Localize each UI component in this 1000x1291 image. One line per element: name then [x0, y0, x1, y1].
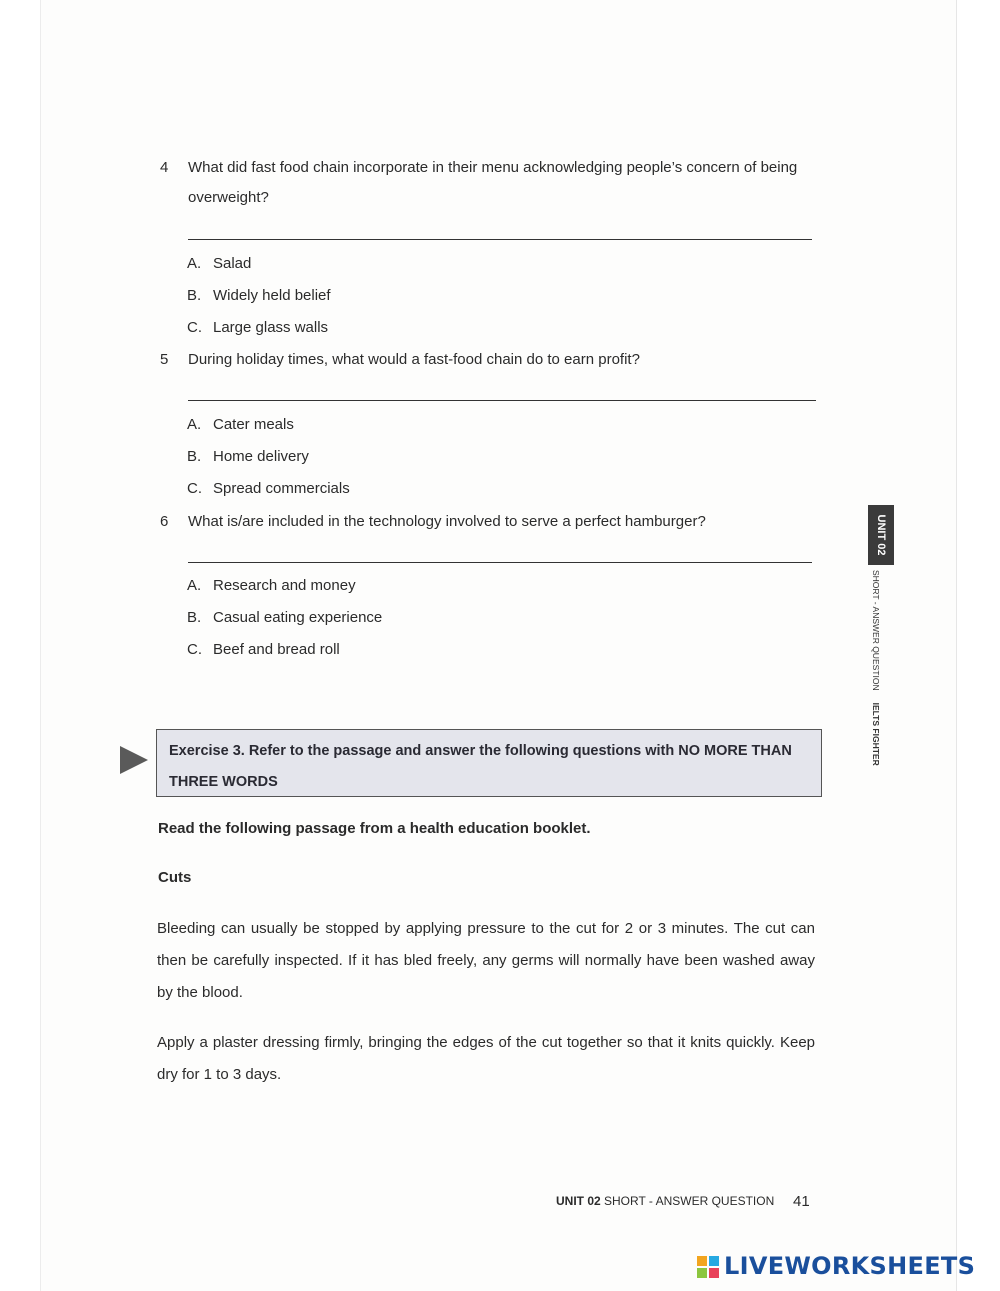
option-5b: B. Home delivery: [187, 448, 309, 465]
option-5c: C. Spread commercials: [187, 480, 350, 497]
option-6a: A. Research and money: [187, 577, 356, 594]
option-6b: B. Casual eating experience: [187, 609, 383, 626]
answer-line-5[interactable]: [188, 400, 816, 401]
page-number: 41: [793, 1193, 810, 1210]
question-text: What is/are included in the technology involved to serve a perfect hamburger?: [188, 513, 706, 530]
liveworksheets-grid-icon: [697, 1256, 721, 1280]
passage-heading: Cuts: [158, 869, 192, 886]
liveworksheets-wordmark: LIVEWORKSHEETS: [724, 1252, 976, 1280]
passage-intro: Read the following passage from a health education booklet.: [158, 820, 591, 837]
exercise-instructions-box: [156, 729, 822, 797]
side-tab-brand: IELTS FIGHTER: [871, 702, 881, 766]
option-4a: A. Salad: [187, 255, 252, 272]
answer-line-6[interactable]: [188, 562, 812, 563]
footer-unit: UNIT 02: [556, 1194, 601, 1208]
question-number: 6: [160, 513, 169, 530]
question-text: During holiday times, what would a fast-food chain do to earn profit?: [188, 351, 640, 368]
play-arrow-icon: [120, 746, 148, 774]
passage-paragraph-2: Apply a plaster dressing firmly, bringing the edges of the cut together so that it knits quickly. Keep dry for 1 to 3 days.: [157, 1034, 815, 1083]
question-text: What did fast food chain incorporate in their menu acknowledging people’s concern of being overweight?: [188, 159, 798, 206]
footer-title: SHORT - ANSWER QUESTION: [604, 1194, 775, 1208]
question-number: 5: [160, 351, 169, 368]
option-4b: B. Widely held belief: [187, 287, 331, 304]
answer-line-4[interactable]: [188, 239, 812, 240]
option-5a: A. Cater meals: [187, 416, 294, 433]
unit-side-tab: UNIT 02: [868, 505, 894, 565]
option-4c: C. Large glass walls: [187, 319, 329, 336]
side-tab-subtitle: SHORT - ANSWER QUESTIONIELTS FIGHTER: [871, 570, 881, 766]
exercise-instructions: Exercise 3. Refer to the passage and answer the following questions with NO MORE THAN THREE WORDS: [169, 743, 792, 790]
passage-paragraph-1: Bleeding can usually be stopped by applying pressure to the cut for 2 or 3 minutes. The cut can then be carefully inspected. If it has bled freely, any germs will normally have been washed away by the blood.: [157, 920, 815, 1001]
option-6c: C. Beef and bread roll: [187, 641, 340, 658]
question-number: 4: [160, 159, 169, 176]
